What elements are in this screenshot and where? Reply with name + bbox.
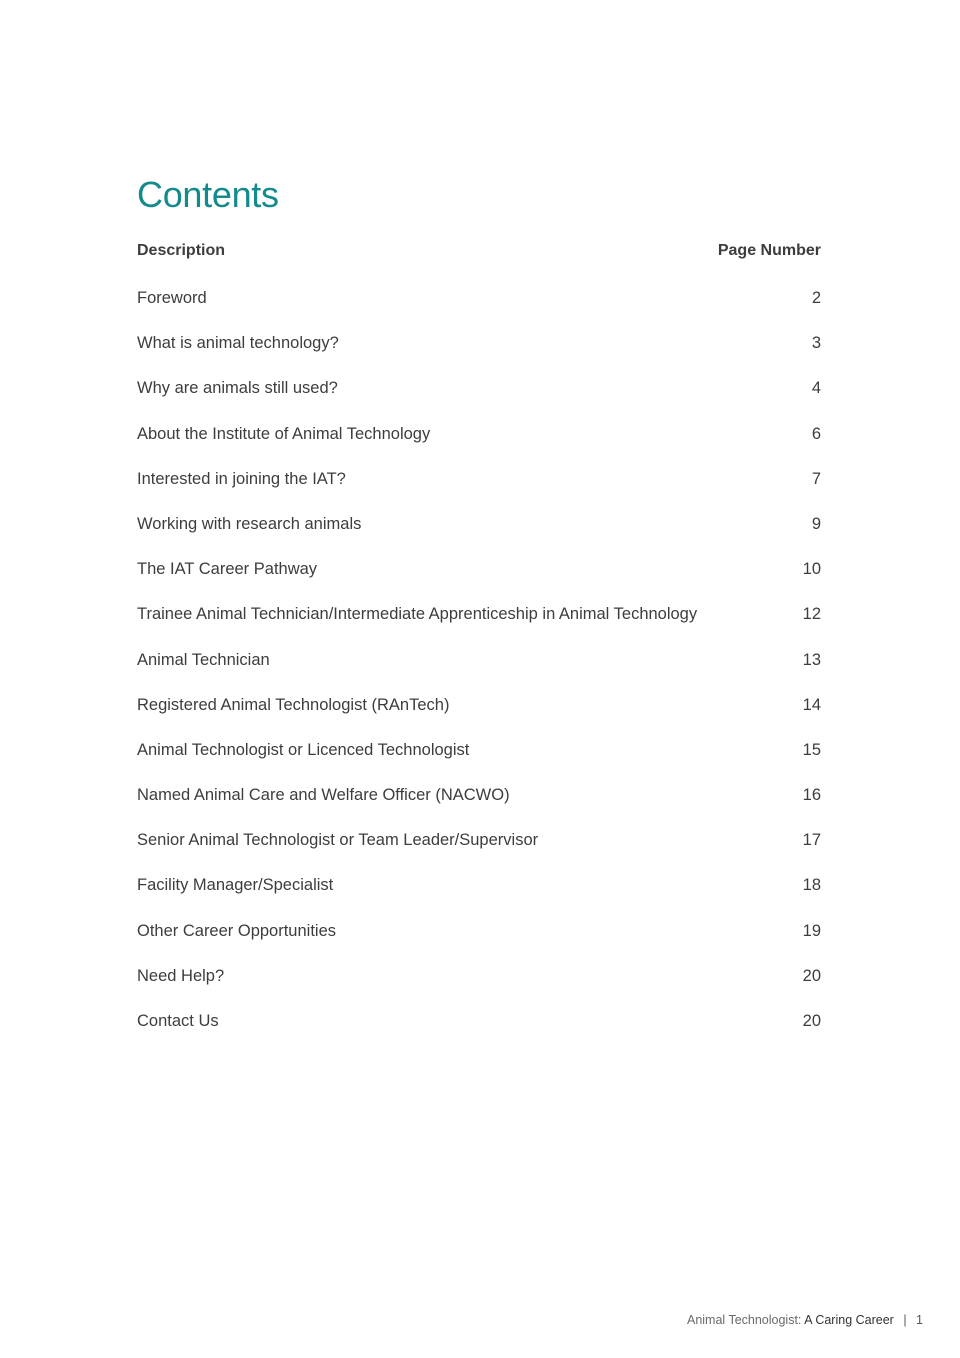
toc-entry-label: Interested in joining the IAT?: [137, 469, 346, 488]
toc-entry-senior-animal-technologist[interactable]: [137, 829, 821, 874]
toc-entry-label: Other Career Opportunities: [137, 921, 337, 940]
page-title: Contents: [137, 174, 279, 215]
toc-entry-registered-animal-technologist[interactable]: [137, 694, 821, 739]
toc-entry-page: 7: [811, 469, 821, 488]
footer-page-number: 1: [916, 1313, 923, 1327]
toc-entry-label: Senior Animal Technologist or Team Leader/Supervisor: [137, 831, 539, 850]
toc-entry-page: 13: [802, 650, 821, 669]
toc-entry-label: What is animal technology?: [137, 334, 339, 353]
footer-separator: |: [903, 1313, 907, 1327]
toc-entry-page: 14: [802, 695, 821, 714]
toc-entry-page: 12: [802, 605, 821, 624]
toc-entry-joining-iat[interactable]: [137, 468, 821, 513]
toc-entry-label: Named Animal Care and Welfare Officer (NACWO): [137, 786, 510, 805]
toc-entry-page: 17: [802, 831, 821, 850]
footer-doc-title: Animal Technologist:: [686, 1313, 802, 1327]
toc-entry-why-animals-used[interactable]: [137, 377, 821, 422]
toc-entry-animal-technician[interactable]: [137, 649, 821, 694]
description-column-header: Description: [137, 242, 226, 259]
toc-entry-page: 3: [811, 334, 821, 353]
page-footer: [687, 1313, 923, 1327]
toc-entry-label: Facility Manager/Specialist: [137, 876, 334, 895]
toc-entry-page: 10: [802, 560, 821, 579]
toc-entry-label: Animal Technician: [137, 650, 270, 669]
toc-entry-page: 20: [802, 1012, 821, 1030]
toc-entry-page: 16: [802, 786, 821, 805]
toc-entry-page: 15: [802, 740, 821, 759]
toc-entry-label: Animal Technologist or Licenced Technologist: [137, 740, 470, 759]
toc-entry-label: Foreword: [137, 289, 207, 307]
toc-entry-nacwo[interactable]: [137, 784, 821, 829]
toc-entry-label: Why are animals still used?: [137, 379, 338, 398]
toc-entry-label: Need Help?: [137, 966, 225, 985]
toc-entry-page: 4: [811, 379, 821, 398]
toc-entry-label: Contact Us: [137, 1012, 219, 1030]
toc-entry-label: Registered Animal Technologist (RAnTech): [137, 695, 450, 714]
toc-entry-contact-us[interactable]: [137, 1010, 821, 1055]
toc-entry-iat-career-pathway[interactable]: [137, 558, 821, 603]
toc-entry-working-with-research-animals[interactable]: [137, 513, 821, 558]
toc-entry-page: 20: [802, 966, 821, 985]
footer-doc-subtitle: A Caring Career: [804, 1313, 894, 1327]
toc-entry-trainee-animal-technician[interactable]: [137, 603, 821, 648]
toc-entry-label: About the Institute of Animal Technology: [137, 424, 431, 443]
page-number-column-header: Page Number: [717, 242, 821, 259]
toc-entry-page: 19: [802, 921, 821, 940]
toc-entry-foreword[interactable]: [137, 287, 821, 332]
toc-entry-page: 18: [802, 876, 821, 895]
toc-entry-facility-manager[interactable]: [137, 874, 821, 919]
toc-entry-label: Trainee Animal Technician/Intermediate Apprenticeship in Animal Technology: [137, 605, 698, 624]
toc-header: [137, 240, 821, 262]
toc-list: [137, 287, 821, 1055]
toc-entry-other-career-opportunities[interactable]: [137, 920, 821, 965]
toc-entry-about-iat[interactable]: [137, 423, 821, 468]
toc-entry-what-is-animal-technology[interactable]: [137, 332, 821, 377]
toc-entry-page: 6: [811, 424, 821, 443]
toc-entry-need-help[interactable]: [137, 965, 821, 1010]
toc-entry-label: Working with research animals: [137, 514, 362, 533]
toc-entry-page: 2: [811, 289, 821, 307]
toc-entry-page: 9: [811, 514, 821, 533]
toc-entry-label: The IAT Career Pathway: [137, 560, 318, 579]
toc-entry-animal-technologist[interactable]: [137, 739, 821, 784]
